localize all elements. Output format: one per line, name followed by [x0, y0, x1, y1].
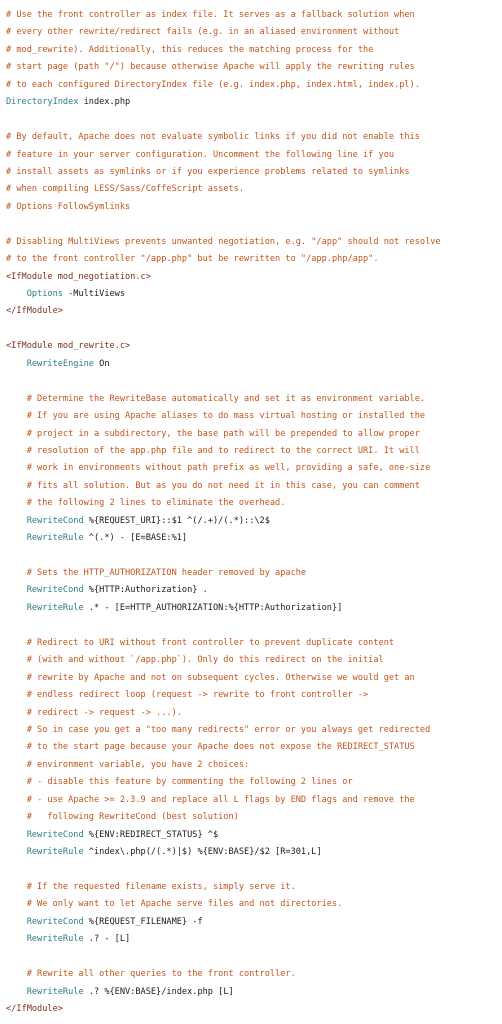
directive-keyword: DirectoryIndex — [6, 97, 79, 108]
comment-line: # to the front controller "/app.php" but be rewritten to "/app.php/app". — [6, 254, 379, 265]
directive-line — [6, 94, 502, 111]
comment-line: # every other rewrite/redirect fails (e.g. in an aliased environment without — [6, 27, 400, 38]
comment-line: # resolution of the app.php file and to redirect to the correct URI. It will — [6, 445, 420, 456]
directive-keyword: RewriteRule — [26, 602, 84, 613]
directive-line — [6, 827, 502, 844]
comment-line: # - disable this feature by commenting the following 2 lines or — [6, 777, 353, 788]
comment-line: # Determine the RewriteBase automatically and set it as environment variable. — [6, 393, 426, 404]
comment-line: # the following 2 lines to eliminate the overhead. — [6, 498, 286, 509]
comment-line: # Rewrite all other queries to the front controller. — [6, 969, 296, 980]
indent — [6, 934, 27, 944]
directive-arguments: On — [93, 358, 110, 369]
comment-line: # If you are using Apache aliases to do mass virtual hosting or installed the — [6, 411, 426, 422]
comment-line: # project in a subdirectory, the base path will be prepended to allow proper — [6, 428, 420, 439]
comment-line: # fits all solution. But as you do not need it in this case, you can comment — [6, 480, 420, 491]
comment-line: # We only want to let Apache serve files and not directories. — [6, 899, 343, 910]
indent — [6, 289, 27, 299]
directive-keyword: RewriteRule — [26, 847, 84, 857]
directive-keyword: RewriteRule — [26, 533, 84, 544]
directive-line — [6, 931, 502, 948]
comment-line: # feature in your server configuration. Uncomment the following line if you — [6, 149, 395, 160]
blank-line — [6, 112, 502, 129]
comment-line: # So in case you get a "too many redirects" error or you always get redirected — [6, 724, 431, 735]
comment-line: # mod_rewrite). Additionally, this reduces the matching process for the — [6, 44, 374, 55]
directive-line — [6, 530, 502, 547]
directive-arguments: %{HTTP:Authorization} . — [83, 585, 208, 596]
directive-keyword: RewriteCond — [26, 515, 84, 526]
blank-line — [6, 216, 502, 233]
directive-keyword: RewriteCond — [26, 585, 84, 596]
directive-line — [6, 914, 502, 931]
directive-arguments: ^(.*) - [E=BASE:%1] — [83, 533, 188, 544]
indent — [6, 585, 27, 595]
comment-line: # - use Apache >= 2.3.9 and replace all L flags by END flags and remove the — [6, 794, 415, 805]
directive-line — [6, 582, 502, 599]
blank-line — [6, 949, 502, 966]
directive-keyword: Options — [26, 289, 63, 299]
directive-arguments: -MultiViews — [62, 289, 126, 299]
comment-line: # work in environments without path prefix as well, providing a safe, one-size — [6, 463, 431, 474]
blank-line — [6, 617, 502, 634]
directive-arguments: ^index\.php(/(.*)|$) %{ENV:BASE}/$2 [R=301,L] — [83, 847, 322, 857]
directive-line — [6, 844, 502, 861]
comment-line: # rewrite by Apache and not on subsequent cycles. Otherwise we would get an — [6, 672, 415, 683]
comment-line: # (with and without `/app.php`). Only do this redirect on the initial — [6, 655, 384, 666]
directive-line — [6, 600, 502, 617]
comment-line: # Sets the HTTP_AUTHORIZATION header removed by apache — [6, 568, 307, 578]
directive-line — [6, 356, 502, 373]
indent — [6, 516, 27, 526]
directive-line — [6, 513, 502, 530]
directive-arguments: .? - [L] — [83, 934, 131, 945]
directive-line — [6, 286, 502, 303]
ifmodule-tag-line: </IfModule> — [6, 1003, 63, 1014]
indent — [6, 533, 27, 543]
comment-line: # install assets as symlinks or if you experience problems related to symlinks — [6, 166, 410, 177]
comment-line: # If the requested filename exists, simply serve it. — [6, 881, 296, 892]
directive-keyword: RewriteEngine — [26, 358, 94, 369]
directive-keyword: RewriteRule — [26, 934, 84, 945]
indent — [6, 830, 27, 840]
directive-arguments: %{ENV:REDIRECT_STATUS} ^$ — [83, 829, 219, 840]
blank-line — [6, 861, 502, 878]
indent — [6, 603, 27, 613]
comment-line: # Redirect to URI without front controller to prevent duplicate content — [6, 637, 395, 648]
directive-keyword: RewriteRule — [26, 986, 84, 997]
directive-keyword: RewriteCond — [26, 829, 84, 840]
comment-line: # By default, Apache does not evaluate symbolic links if you did not enable this — [6, 132, 420, 143]
indent — [6, 847, 27, 857]
ifmodule-tag-line: <IfModule mod_rewrite.c> — [6, 341, 131, 352]
comment-line: # to each configured DirectoryIndex file (e.g. index.php, index.html, index.pl). — [6, 79, 420, 90]
indent — [6, 987, 27, 997]
directive-keyword: RewriteCond — [26, 916, 84, 927]
comment-line: # following RewriteCond (best solution) — [6, 812, 239, 823]
directive-arguments: .* - [E=HTTP_AUTHORIZATION:%{HTTP:Authorization}] — [83, 602, 343, 613]
comment-line: # endless redirect loop (request -> rewrite to front controller -> — [6, 690, 369, 701]
ifmodule-tag-line: </IfModule> — [6, 306, 63, 317]
comment-line: # when compiling LESS/Sass/CoffeScript assets. — [6, 184, 244, 195]
directive-arguments: index.php — [78, 97, 131, 108]
indent — [6, 917, 27, 927]
indent — [6, 359, 27, 369]
comment-line: # Options FollowSymlinks — [6, 201, 131, 212]
blank-line — [6, 321, 502, 338]
blank-line — [6, 548, 502, 565]
comment-line: # environment variable, you have 2 choices: — [6, 759, 250, 770]
comment-line: # Disabling MultiViews prevents unwanted negotiation, e.g. "/app" should not resolve — [6, 236, 441, 247]
directive-arguments: %{REQUEST_FILENAME} -f — [83, 916, 203, 927]
comment-line: # redirect -> request -> ...). — [6, 707, 182, 718]
blank-line — [6, 373, 502, 390]
directive-line — [6, 984, 502, 1001]
comment-line: # start page (path "/") because otherwise Apache will apply the rewriting rules — [6, 62, 415, 73]
directive-arguments: %{REQUEST_URI}::$1 ^(/.+)/(.*)::\2$ — [83, 515, 270, 526]
ifmodule-tag-line: <IfModule mod_negotiation.c> — [6, 271, 151, 282]
comment-line: # Use the front controller as index file. It serves as a fallback solution when — [6, 10, 415, 20]
directive-arguments: .? %{ENV:BASE}/index.php [L] — [83, 986, 234, 997]
comment-line: # to the start page because your Apache does not expose the REDIRECT_STATUS — [6, 742, 415, 753]
